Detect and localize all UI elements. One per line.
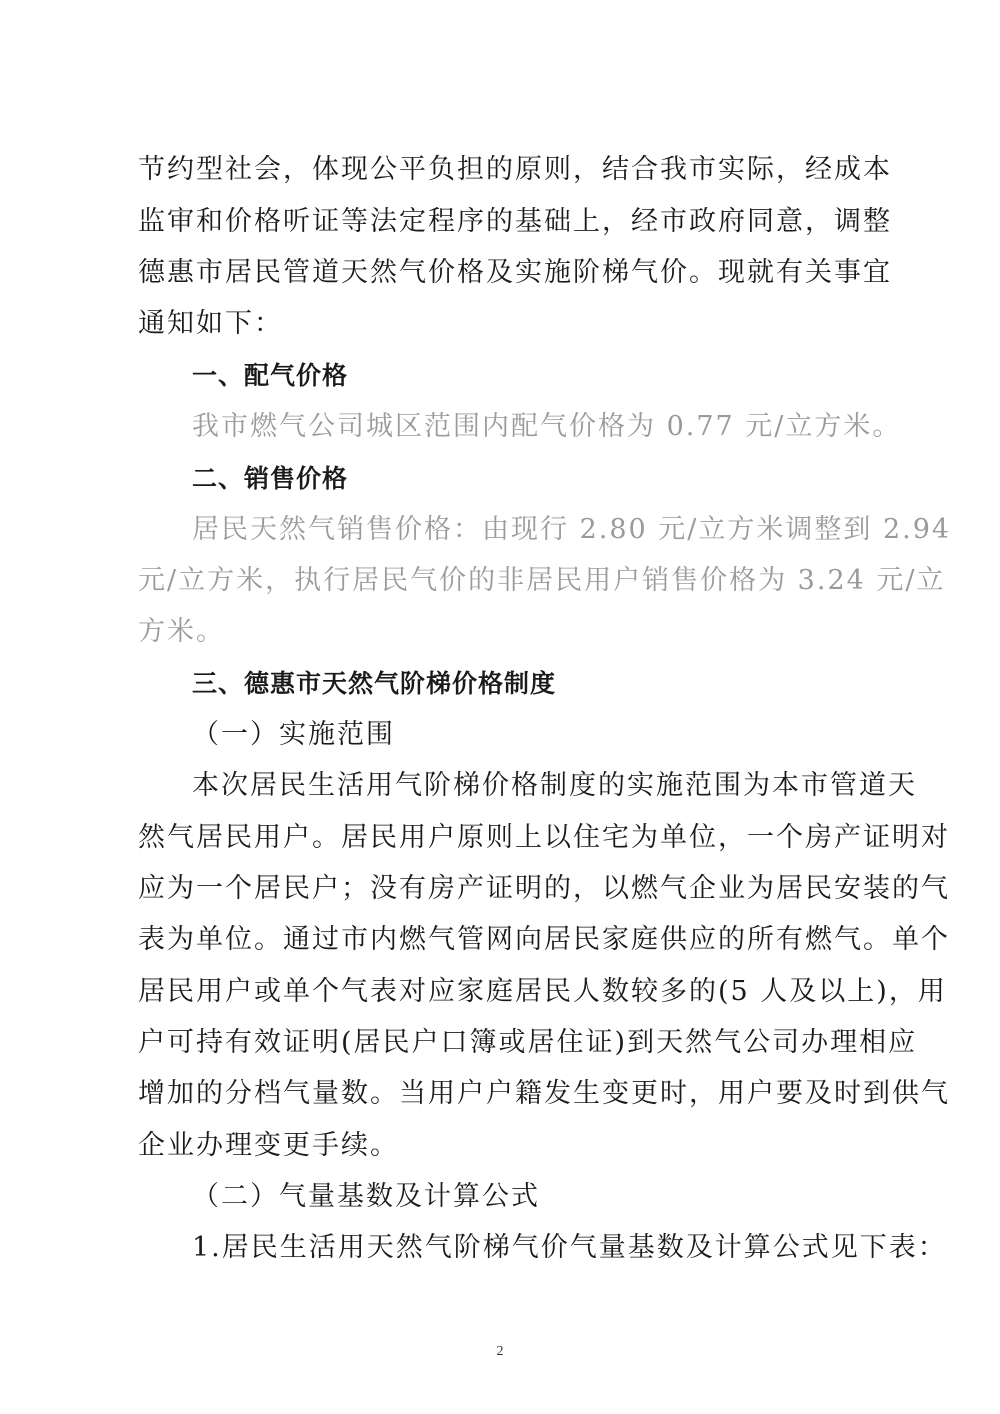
paragraph-line: 增加的分档气量数。当用户户籍发生变更时，用户要及时到供气 (138, 1078, 950, 1109)
paragraph-line: 1.居民生活用天然气阶梯气价气量基数及计算公式见下表： (192, 1232, 947, 1263)
paragraph-line: 然气居民用户。居民用户原则上以住宅为单位，一个房产证明对 (138, 822, 950, 853)
section-1-text: 我市燃气公司城区范围内配气价格为 0.77 元/立方米。 (192, 411, 902, 442)
paragraph-line: 应为一个居民户；没有房产证明的，以燃气企业为居民安装的气 (138, 873, 950, 904)
section-heading-2: 二、销售价格 (192, 464, 349, 493)
paragraph-line: 通知如下： (138, 308, 283, 339)
subsection-heading-2: （二）气量基数及计算公式 (192, 1181, 540, 1212)
paragraph-line: 企业办理变更手续。 (138, 1130, 399, 1161)
section-2-text: 方米。 (138, 616, 225, 647)
section-heading-3: 三、德惠市天然气阶梯价格制度 (192, 669, 557, 698)
paragraph-line: 户可持有效证明(居民户口簿或居住证)到天然气公司办理相应 (138, 1027, 918, 1058)
section-2-text: 居民天然气销售价格：由现行 2.80 元/立方米调整到 2.94 (192, 514, 952, 545)
paragraph-line: 德惠市居民管道天然气价格及实施阶梯气价。现就有关事宜 (138, 257, 892, 288)
paragraph-line: 表为单位。通过市内燃气管网向居民家庭供应的所有燃气。单个 (138, 924, 950, 955)
paragraph-line: 节约型社会，体现公平负担的原则，结合我市实际，经成本 (138, 154, 892, 185)
paragraph-line: 本次居民生活用气阶梯价格制度的实施范围为本市管道天 (192, 770, 917, 801)
subsection-heading-1: （一）实施范围 (192, 719, 395, 750)
paragraph-line: 居民用户或单个气表对应家庭居民人数较多的(5 人及以上)，用 (138, 976, 947, 1007)
section-2-text: 元/立方米，执行居民气价的非居民用户销售价格为 3.24 元/立 (138, 565, 946, 596)
section-heading-1: 一、配气价格 (192, 361, 349, 390)
paragraph-line: 监审和价格听证等法定程序的基础上，经市政府同意，调整 (138, 206, 892, 237)
page-number: 2 (496, 1344, 504, 1359)
